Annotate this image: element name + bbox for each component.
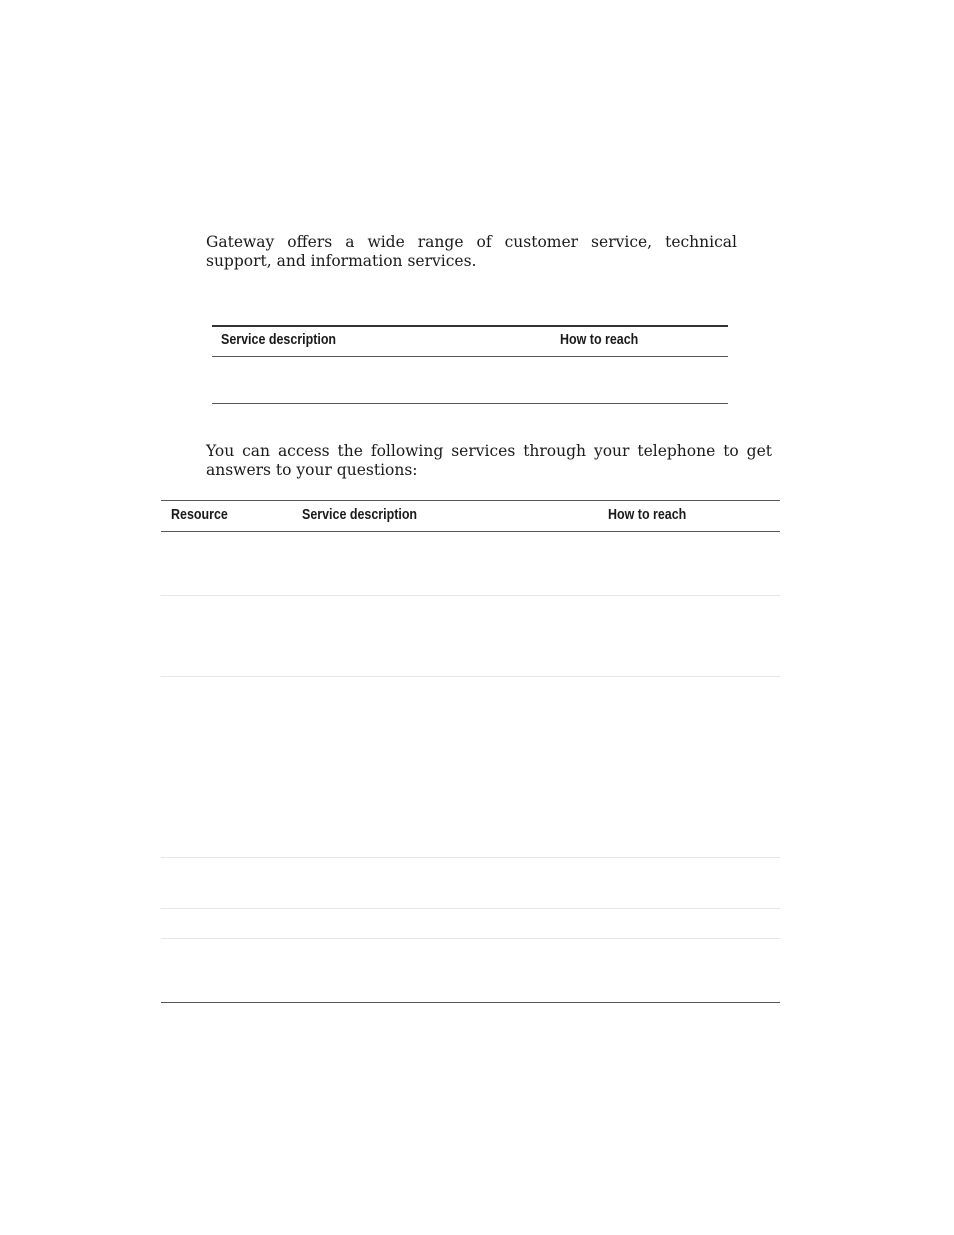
- column-header-how-to-reach: How to reach: [608, 507, 687, 523]
- table-row: [161, 939, 780, 1002]
- column-header-how-to-reach: How to reach: [560, 332, 639, 348]
- column-header-service-description: Service description: [221, 332, 337, 348]
- table-top-rule: [161, 500, 780, 501]
- table-bottom-rule: [212, 403, 728, 404]
- column-header-service-description: Service description: [302, 507, 418, 523]
- intro-paragraph: Gateway offers a wide range of customer service, technical support, and information services.: [206, 233, 737, 270]
- table-row: [161, 596, 780, 676]
- table-row: [161, 532, 780, 595]
- telephone-paragraph: You can access the following services through your telephone to get answers to your questions:: [206, 442, 772, 479]
- table-row: [212, 357, 728, 403]
- table-top-rule: [212, 325, 728, 327]
- table-row: [161, 858, 780, 908]
- table-row: [161, 909, 780, 938]
- column-header-resource: Resource: [171, 507, 228, 523]
- table-bottom-rule: [161, 1002, 780, 1003]
- table-row: [161, 677, 780, 857]
